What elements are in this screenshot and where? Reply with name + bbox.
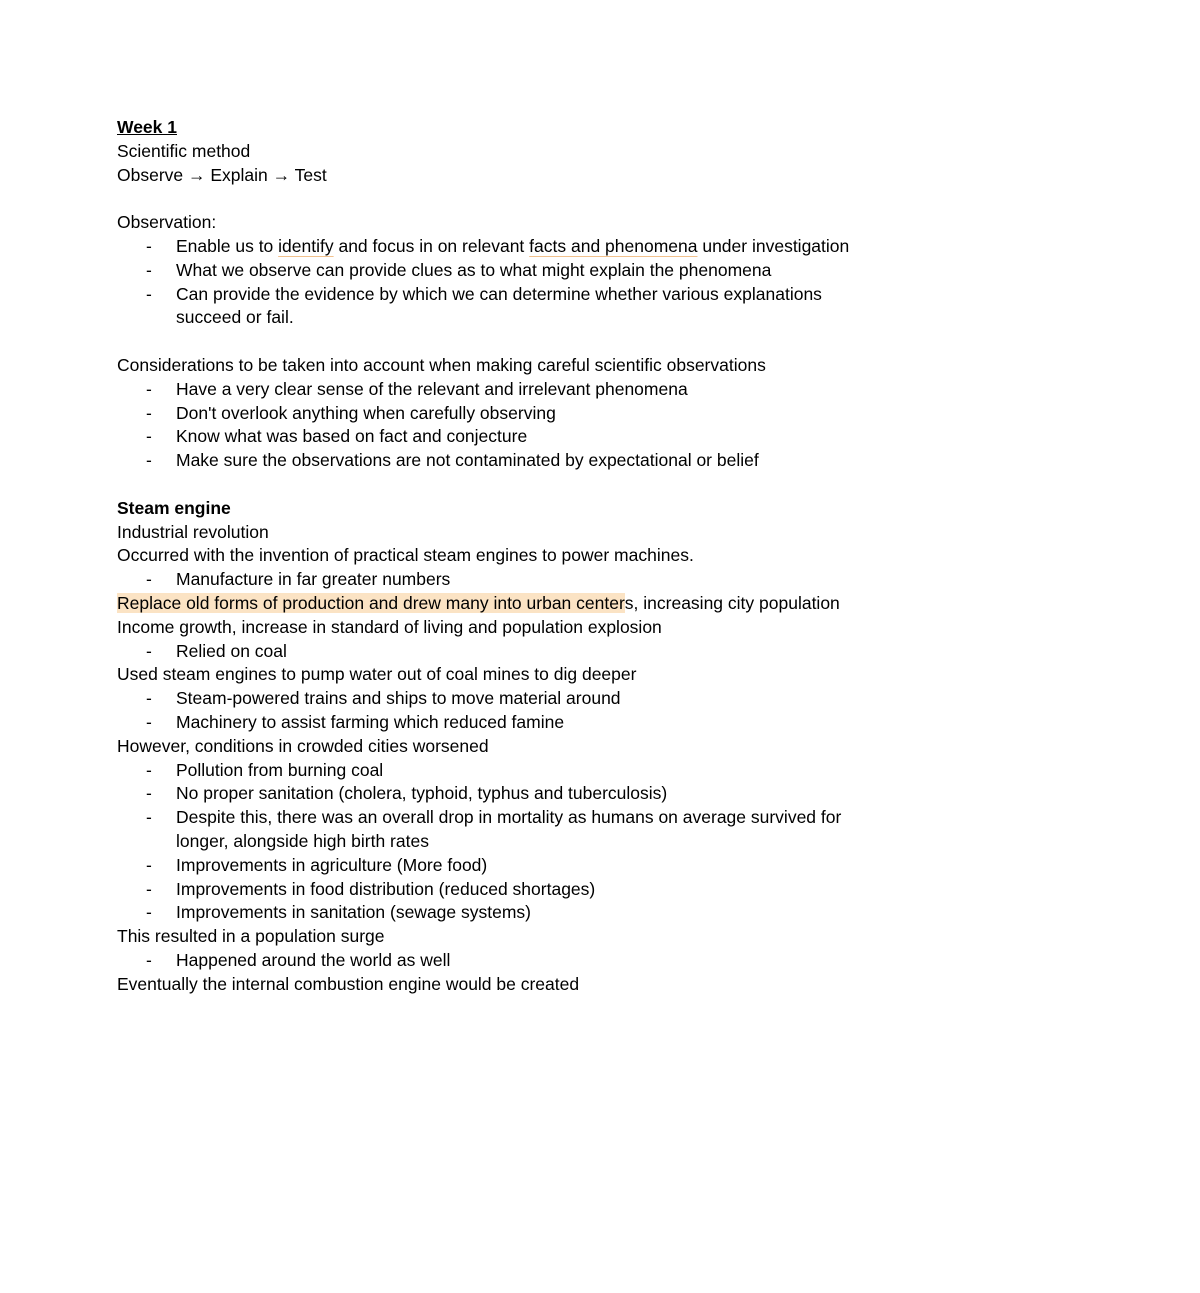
steam-engine-heading: Steam engine xyxy=(117,497,231,518)
bullet-text: Despite this, there was an overall drop in mortality as humans on average survived for longer, alongside high birth rates xyxy=(176,807,842,851)
comment-marked-text[interactable]: facts and phenomena xyxy=(529,235,698,256)
occurred-line: Occurred with the invention of practical steam engines to power machines. xyxy=(117,545,694,566)
bullet-text: Machinery to assist farming which reduced famine xyxy=(176,711,565,732)
list-item xyxy=(117,640,868,664)
list-item xyxy=(117,711,868,735)
blank-line xyxy=(117,330,897,354)
bullet-dash: - xyxy=(146,569,152,590)
bullet-text: Know what was based on fact and conjecture xyxy=(176,426,528,447)
income-growth-line: Income growth, increase in standard of living and population explosion xyxy=(117,616,662,637)
considerations-heading: Considerations to be taken into account when making careful scientific observations xyxy=(117,354,766,375)
bullet-text: Happened around the world as well xyxy=(176,949,451,970)
blank-line xyxy=(117,473,897,497)
list-item xyxy=(117,283,868,331)
bullet-dash: - xyxy=(146,878,152,899)
replace-line xyxy=(117,592,897,616)
list-item xyxy=(117,425,868,449)
document-body xyxy=(117,116,897,996)
method-steps-line: Observe → Explain → Test xyxy=(117,164,327,185)
bullet-text: Make sure the observations are not contaminated by expectational or belief xyxy=(176,450,759,471)
industrial-revolution-line: Industrial revolution xyxy=(117,521,269,542)
bullet-text: What we observe can provide clues as to what might explain the phenomena xyxy=(176,259,772,280)
list-item xyxy=(117,449,868,473)
list-item xyxy=(117,259,868,283)
bullet-dash: - xyxy=(146,450,152,471)
bullet-text-part: and focus in on relevant xyxy=(333,235,530,256)
list-item xyxy=(117,687,868,711)
comment-marked-text[interactable]: identify xyxy=(278,235,334,256)
week-heading: Week 1 xyxy=(117,117,177,137)
list-item xyxy=(117,854,868,878)
bullet-dash: - xyxy=(146,949,152,970)
list-item xyxy=(117,806,868,854)
bullet-dash: - xyxy=(146,759,152,780)
bullet-text: Have a very clear sense of the relevant and irrelevant phenomena xyxy=(176,378,688,399)
bullet-dash: - xyxy=(146,711,152,732)
bullet-dash: - xyxy=(146,783,152,804)
bullet-dash: - xyxy=(146,259,152,280)
bullet-dash: - xyxy=(146,640,152,661)
bullet-dash: - xyxy=(146,688,152,709)
income-list xyxy=(117,640,897,664)
bullet-text: Improvements in sanitation (sewage systems) xyxy=(176,902,531,923)
list-item xyxy=(117,235,868,259)
scientific-method-line: Scientific method xyxy=(117,140,251,161)
observation-heading: Observation: xyxy=(117,212,217,233)
bullet-text: Steam-powered trains and ships to move material around xyxy=(176,688,621,709)
surge-list xyxy=(117,949,897,973)
bullet-dash: - xyxy=(146,807,152,828)
bullet-text: Improvements in agriculture (More food) xyxy=(176,854,488,875)
bullet-text: Pollution from burning coal xyxy=(176,759,384,780)
list-item xyxy=(117,378,868,402)
list-item xyxy=(117,568,868,592)
bullet-text-part: under investigation xyxy=(697,235,850,256)
occurred-list xyxy=(117,568,897,592)
list-item xyxy=(117,402,868,426)
bullet-text: Improvements in food distribution (reduced shortages) xyxy=(176,878,596,899)
bullet-dash: - xyxy=(146,235,152,256)
bullet-dash: - xyxy=(146,902,152,923)
bullet-dash: - xyxy=(146,402,152,423)
bullet-text-part: Enable us to xyxy=(176,235,279,256)
used-steam-list xyxy=(117,687,897,735)
blank-line xyxy=(117,187,897,211)
list-item xyxy=(117,949,868,973)
bullet-text: Relied on coal xyxy=(176,640,287,661)
list-item xyxy=(117,782,868,806)
bullet-dash: - xyxy=(146,283,152,304)
used-steam-line: Used steam engines to pump water out of coal mines to dig deeper xyxy=(117,664,637,685)
however-line: However, conditions in crowded cities worsened xyxy=(117,735,489,756)
bullet-dash: - xyxy=(146,426,152,447)
eventually-line: Eventually the internal combustion engine would be created xyxy=(117,973,580,994)
bullet-text: No proper sanitation (cholera, typhoid, typhus and tuberculosis) xyxy=(176,783,668,804)
list-item xyxy=(117,759,868,783)
list-item xyxy=(117,901,868,925)
bullet-text: Manufacture in far greater numbers xyxy=(176,569,451,590)
bullet-dash: - xyxy=(146,854,152,875)
bullet-text: Can provide the evidence by which we can determine whether various explanations succeed or fail. xyxy=(176,283,822,328)
highlighted-text[interactable]: Replace old forms of production and drew many into urban center xyxy=(117,592,625,613)
however-list xyxy=(117,759,897,926)
list-item xyxy=(117,878,868,902)
replace-line-rest: s, increasing city population xyxy=(624,592,840,613)
considerations-list xyxy=(117,378,897,473)
observation-list xyxy=(117,235,897,330)
bullet-dash: - xyxy=(146,378,152,399)
population-surge-line: This resulted in a population surge xyxy=(117,926,385,947)
bullet-text: Don't overlook anything when carefully observing xyxy=(176,402,556,423)
